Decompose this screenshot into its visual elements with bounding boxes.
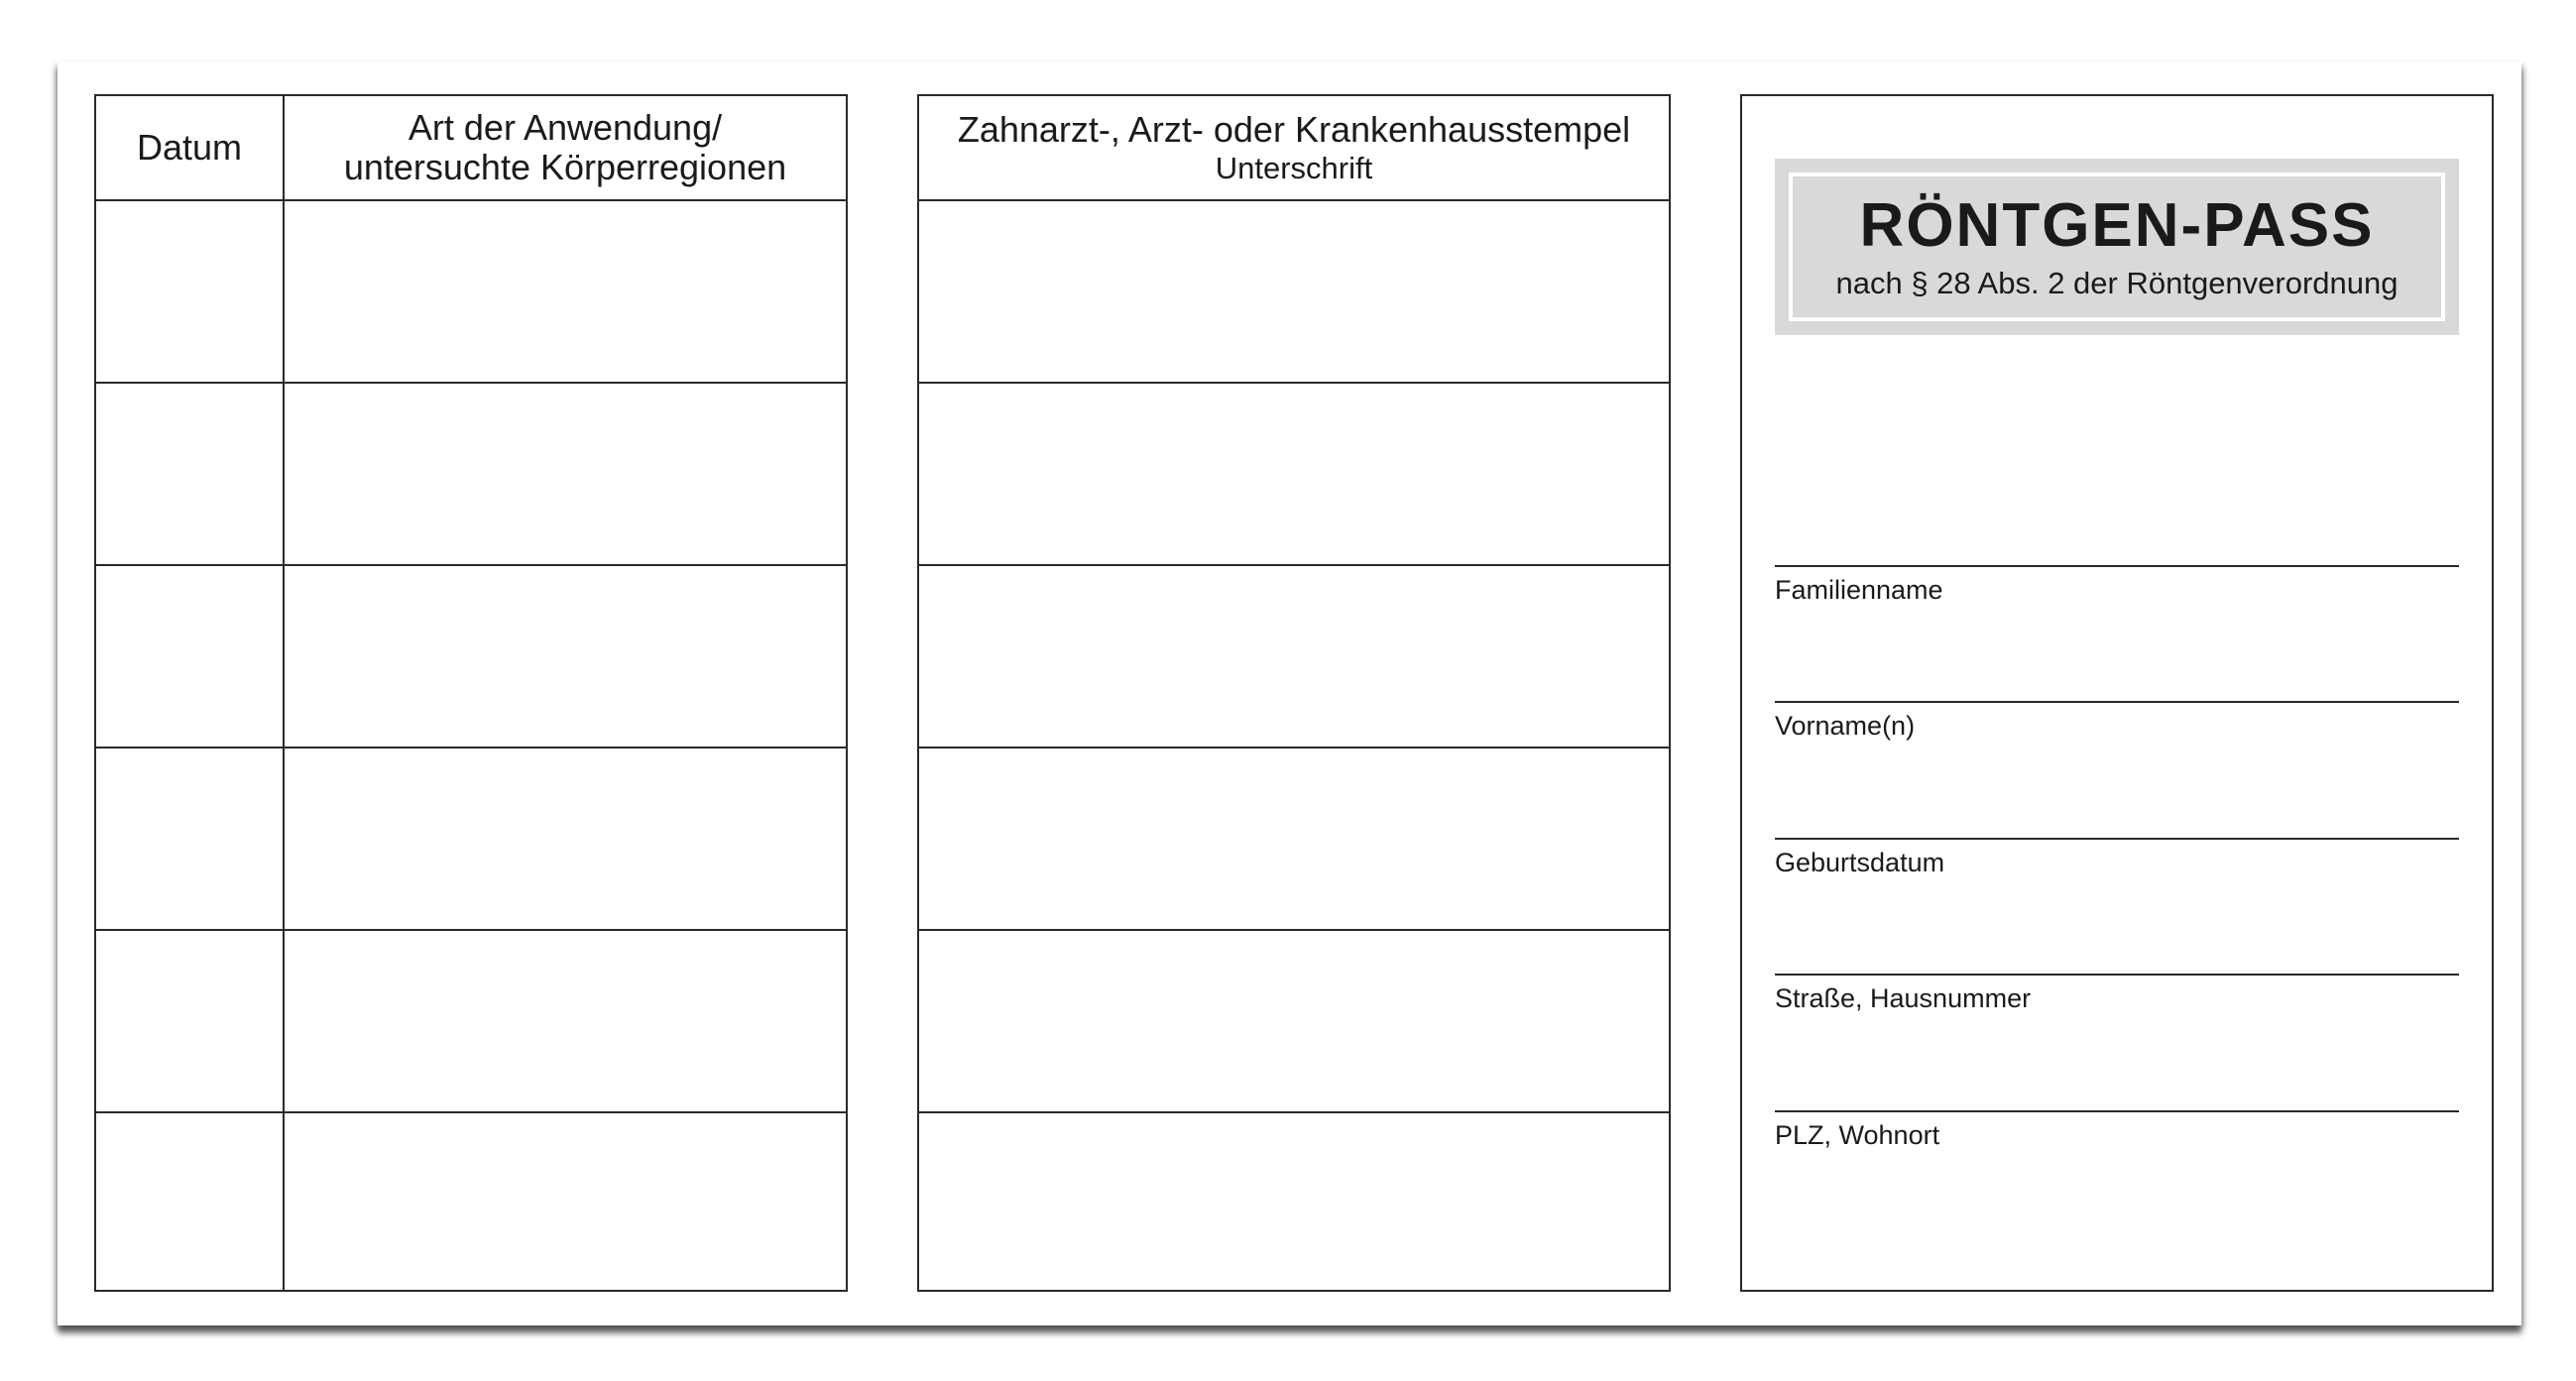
stamp-row[interactable] [919,201,1669,384]
vorname-field[interactable] [1775,701,2459,760]
header-stempel-line1: Zahnarzt-, Arzt- oder Krankenhausstempel [957,109,1631,150]
field-label: Familienname [1775,575,1943,605]
header-stempel-line2: Unterschrift [1215,151,1373,185]
stamp-row[interactable] [919,1113,1669,1296]
table-row[interactable] [96,1113,846,1296]
header-datum: Datum [136,127,243,168]
header-art-line2: untersuchte Körperregionen [343,147,787,187]
field-label: Straße, Hausnummer [1775,983,2032,1013]
title-frame [1789,173,2445,321]
field-line [1775,565,2459,567]
field-label: Vorname(n) [1775,711,1916,741]
header-stempel [919,96,1669,199]
header-art [285,96,846,199]
table-row[interactable] [96,931,846,1113]
stamp-row[interactable] [919,566,1669,748]
field-line [1775,838,2459,840]
strasse-field[interactable] [1775,974,2459,1033]
column-divider [283,96,285,1290]
pass-subtitle: nach § 28 Abs. 2 der Röntgenverordnung [1835,266,2399,300]
table-row[interactable] [96,748,846,931]
header-art-line1: Art der Anwendung/ [408,107,723,148]
field-label: PLZ, Wohnort [1775,1120,1940,1150]
table-row[interactable] [96,566,846,748]
stamp-header [919,96,1669,201]
record-table-panel [94,94,848,1292]
table-row[interactable] [96,384,846,566]
stamp-row[interactable] [919,384,1669,566]
table-header [96,96,846,201]
pass-title: RÖNTGEN-PASS [1859,191,2375,260]
plz-wohnort-field[interactable] [1775,1110,2459,1170]
familienname-field[interactable] [1775,565,2459,625]
title-box [1775,159,2459,335]
field-line [1775,1110,2459,1112]
field-line [1775,974,2459,976]
field-label: Geburtsdatum [1775,848,1945,877]
geburtsdatum-field[interactable] [1775,838,2459,897]
stamp-table-panel [917,94,1671,1292]
cover-panel [1740,94,2494,1292]
stamp-row[interactable] [919,748,1669,931]
stamp-row[interactable] [919,931,1669,1113]
table-row[interactable] [96,201,846,384]
field-line [1775,701,2459,703]
